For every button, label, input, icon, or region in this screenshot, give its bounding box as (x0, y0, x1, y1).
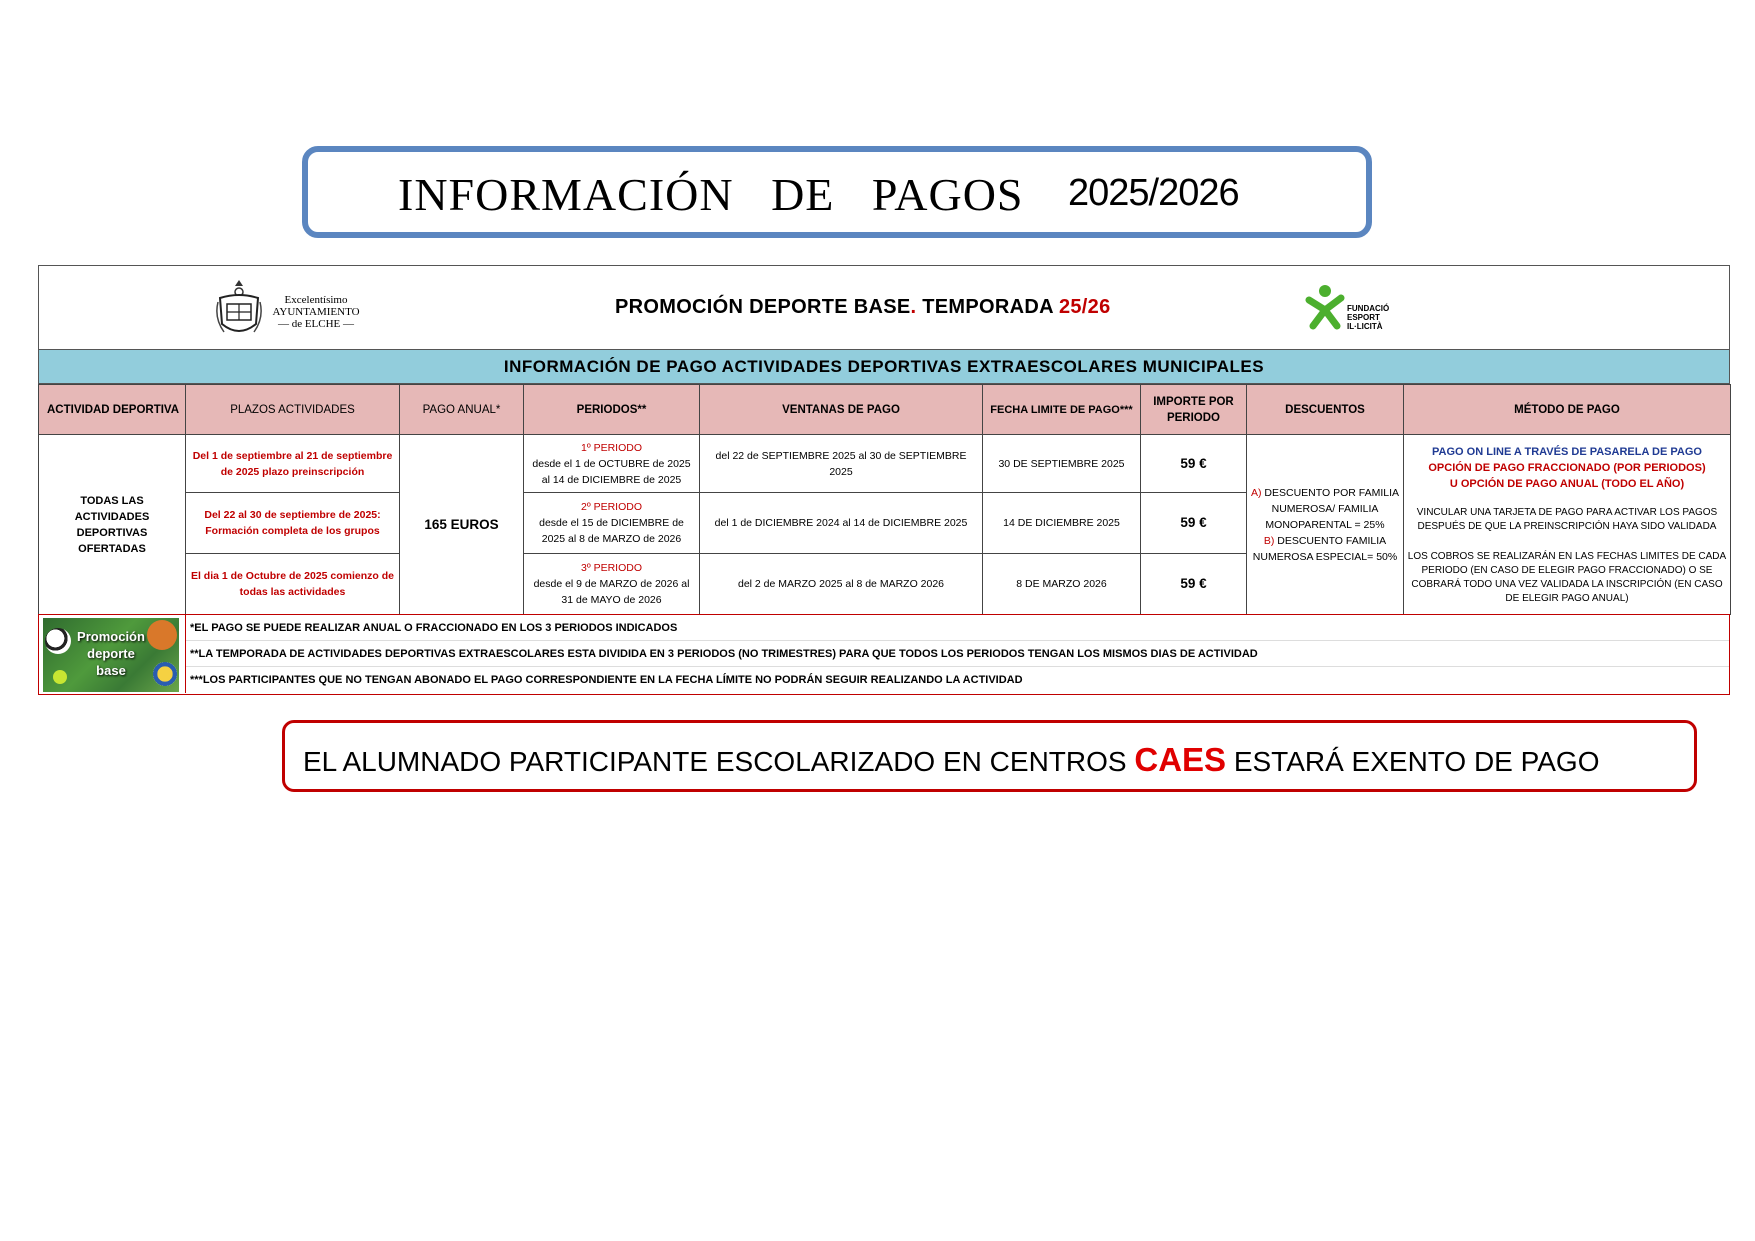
actividad-cell: TODAS LAS ACTIVIDADES DEPORTIVAS OFERTADAS (39, 435, 186, 615)
caes-exemption-box (282, 720, 1697, 792)
elche-seal-icon (214, 278, 264, 340)
periodo-cell (524, 554, 700, 615)
fecha-limite-cell: 30 DE SEPTIEMBRE 2025 (983, 435, 1141, 493)
ventana-cell: del 1 de DICIEMBRE 2024 al 14 de DICIEMBRE 2025 (700, 493, 983, 554)
pago-anual-cell: 165 EUROS (400, 435, 524, 615)
descuento-a-text: DESCUENTO POR FAMILIA NUMEROSA/ FAMILIA MONOPARENTAL = 25% (1261, 486, 1399, 531)
promo-title (615, 296, 1111, 319)
col-header-plazos: PLAZOS ACTIVIDADES (186, 385, 400, 435)
importe-cell: 59 € (1141, 493, 1247, 554)
col-header-descuentos: DESCUENTOS (1247, 385, 1404, 435)
col-header-actividad: ACTIVIDAD DEPORTIVA (39, 385, 186, 435)
descuento-a-label: A) (1251, 486, 1262, 499)
descuento-b-label: B) (1263, 534, 1275, 547)
ayuntamiento-elche-logo (214, 274, 364, 344)
table-row (39, 435, 1731, 493)
fundacio-text (1347, 304, 1389, 331)
plazo-cell: Del 22 al 30 de septiembre de 2025: Formación completa de los grupos (186, 493, 400, 554)
title-box (302, 146, 1372, 238)
ventana-cell: del 22 de SEPTIEMBRE 2025 al 30 de SEPTIEMBRE 2025 (700, 435, 983, 493)
descuento-b-text: DESCUENTO FAMILIA NUMEROSA ESPECIAL= 50% (1252, 534, 1398, 563)
importe-cell: 59 € (1141, 435, 1247, 493)
descuentos-cell (1247, 435, 1404, 615)
periodo-cell (524, 493, 700, 554)
periodo-label: 1º PERIODO (580, 441, 643, 454)
metodo-cell (1404, 435, 1731, 615)
periodo-label: 2º PERIODO (580, 501, 643, 513)
periodo-text: desde el 1 de OCTUBRE de 2025 al 14 de DICIEMBRE de 2025 (532, 457, 691, 486)
promo-image-text (43, 628, 179, 679)
note-line: **LA TEMPORADA DE ACTIVIDADES DEPORTIVAS EXTRAESCOLARES ESTA DIVIDIDA EN 3 PERIODOS (NO TRIMESTRES) PARA QUE TODOS LOS PERIODOS TENGAN LOS MISMOS DIAS DE ACTIVIDAD (186, 641, 1729, 667)
caes-highlight: CAES (1134, 741, 1227, 778)
fundacio-figure-icon (1305, 284, 1345, 330)
fundacio-esport-logo (1305, 284, 1415, 334)
ventana-cell: del 2 de MARZO 2025 al 8 de MARZO 2026 (700, 554, 983, 615)
metodo-line: OPCIÓN DE PAGO FRACCIONADO (POR PERIODOS) (1428, 461, 1706, 474)
col-header-pago-anual: PAGO ANUAL* (400, 385, 524, 435)
metodo-line: U OPCIÓN DE PAGO ANUAL (TODO EL AÑO) (1449, 477, 1685, 490)
caes-text-before: EL ALUMNADO PARTICIPANTE ESCOLARIZADO EN CENTROS (303, 746, 1135, 777)
periodo-cell (524, 435, 700, 493)
col-header-importe: IMPORTE POR PERIODO (1141, 385, 1247, 435)
periodo-label: 3º PERIODO (580, 562, 643, 574)
page-title: INFORMACIÓN DE PAGOS (398, 169, 1024, 220)
fundacio-line: IL·LICITÀ (1347, 322, 1383, 331)
importe-cell: 59 € (1141, 554, 1247, 615)
plazo-cell: Del 1 de septiembre al 21 de septiembre de 2025 plazo preinscripción (186, 435, 400, 493)
promo-image-line: base (96, 663, 126, 678)
caes-text (303, 741, 1599, 779)
note-line: ***LOS PARTICIPANTES QUE NO TENGAN ABONADO EL PAGO CORRESPONDIENTE EN LA FECHA LÍMITE NO PODRÁN SEGUIR REALIZANDO LA ACTIVIDAD (190, 674, 1023, 686)
metodo-line: PAGO ON LINE A TRAVÉS DE PASARELA DE PAGO (1432, 445, 1702, 458)
promo-title-part: TEMPORADA (916, 296, 1059, 318)
elche-logo-text (266, 294, 366, 330)
fundacio-line: ESPORT (1347, 313, 1380, 322)
payment-sheet (38, 265, 1730, 695)
section-title-band: INFORMACIÓN DE PAGO ACTIVIDADES DEPORTIVAS EXTRAESCOLARES MUNICIPALES (38, 350, 1730, 384)
table-header-row (39, 385, 1731, 435)
header-band (38, 265, 1730, 350)
caes-text-after: ESTARÁ EXENTO DE PAGO (1226, 746, 1600, 777)
promo-deporte-base-image (43, 618, 179, 692)
col-header-fecha-limite: FECHA LIMITE DE PAGO*** (983, 385, 1141, 435)
periodo-text: desde el 15 de DICIEMBRE de 2025 al 8 de MARZO de 2026 (539, 517, 684, 545)
promo-image-line: deporte (87, 646, 135, 661)
periodo-text: desde el 9 de MARZO de 2026 al 31 de MAYO de 2026 (533, 578, 690, 606)
promo-title-part: PROMOCIÓN DEPORTE BASE (615, 296, 911, 318)
col-header-periodos: PERIODOS** (524, 385, 700, 435)
note-line: *EL PAGO SE PUEDE REALIZAR ANUAL O FRACCIONADO EN LOS 3 PERIODOS INDICADOS (186, 615, 1729, 641)
payment-table (38, 384, 1731, 615)
fecha-limite-cell: 14 DE DICIEMBRE 2025 (983, 493, 1141, 554)
metodo-line: LOS COBROS SE REALIZARÁN EN LAS FECHAS LIMITES DE CADA PERIODO (EN CASO DE ELEGIR PAGO FRACCIONADO) O SE COBRARÁ TODO UNA VEZ VALIDADA LA INSCRIPCIÓN (EN CASO DE ELEGIR PAGO ANUAL) (1407, 550, 1727, 604)
col-header-ventanas: VENTANAS DE PAGO (700, 385, 983, 435)
plazo-cell: El dia 1 de Octubre de 2025 comienzo de todas las actividades (186, 554, 400, 615)
promo-image-line: Promoción (77, 629, 145, 644)
fundacio-line: FUNDACIÓ (1347, 304, 1390, 313)
metodo-line: VINCULAR UNA TARJETA DE PAGO PARA ACTIVAR LOS PAGOS DESPUÉS DE QUE LA PREINSCRIPCIÓN HAYA SIDO VALIDADA (1416, 506, 1718, 532)
fecha-limite-cell: 8 DE MARZO 2026 (983, 554, 1141, 615)
elche-logo-line: AYUNTAMIENTO (272, 306, 360, 318)
col-header-metodo: MÉTODO DE PAGO (1404, 385, 1731, 435)
promo-title-dot: . (910, 296, 917, 318)
promo-title-season: 25/26 (1058, 296, 1111, 318)
page-title-year: 2025/2026 (1068, 172, 1239, 214)
elche-logo-line: — de ELCHE — (277, 318, 355, 330)
elche-logo-line: Excelentísimo (284, 294, 348, 306)
notes-block (38, 614, 1730, 695)
